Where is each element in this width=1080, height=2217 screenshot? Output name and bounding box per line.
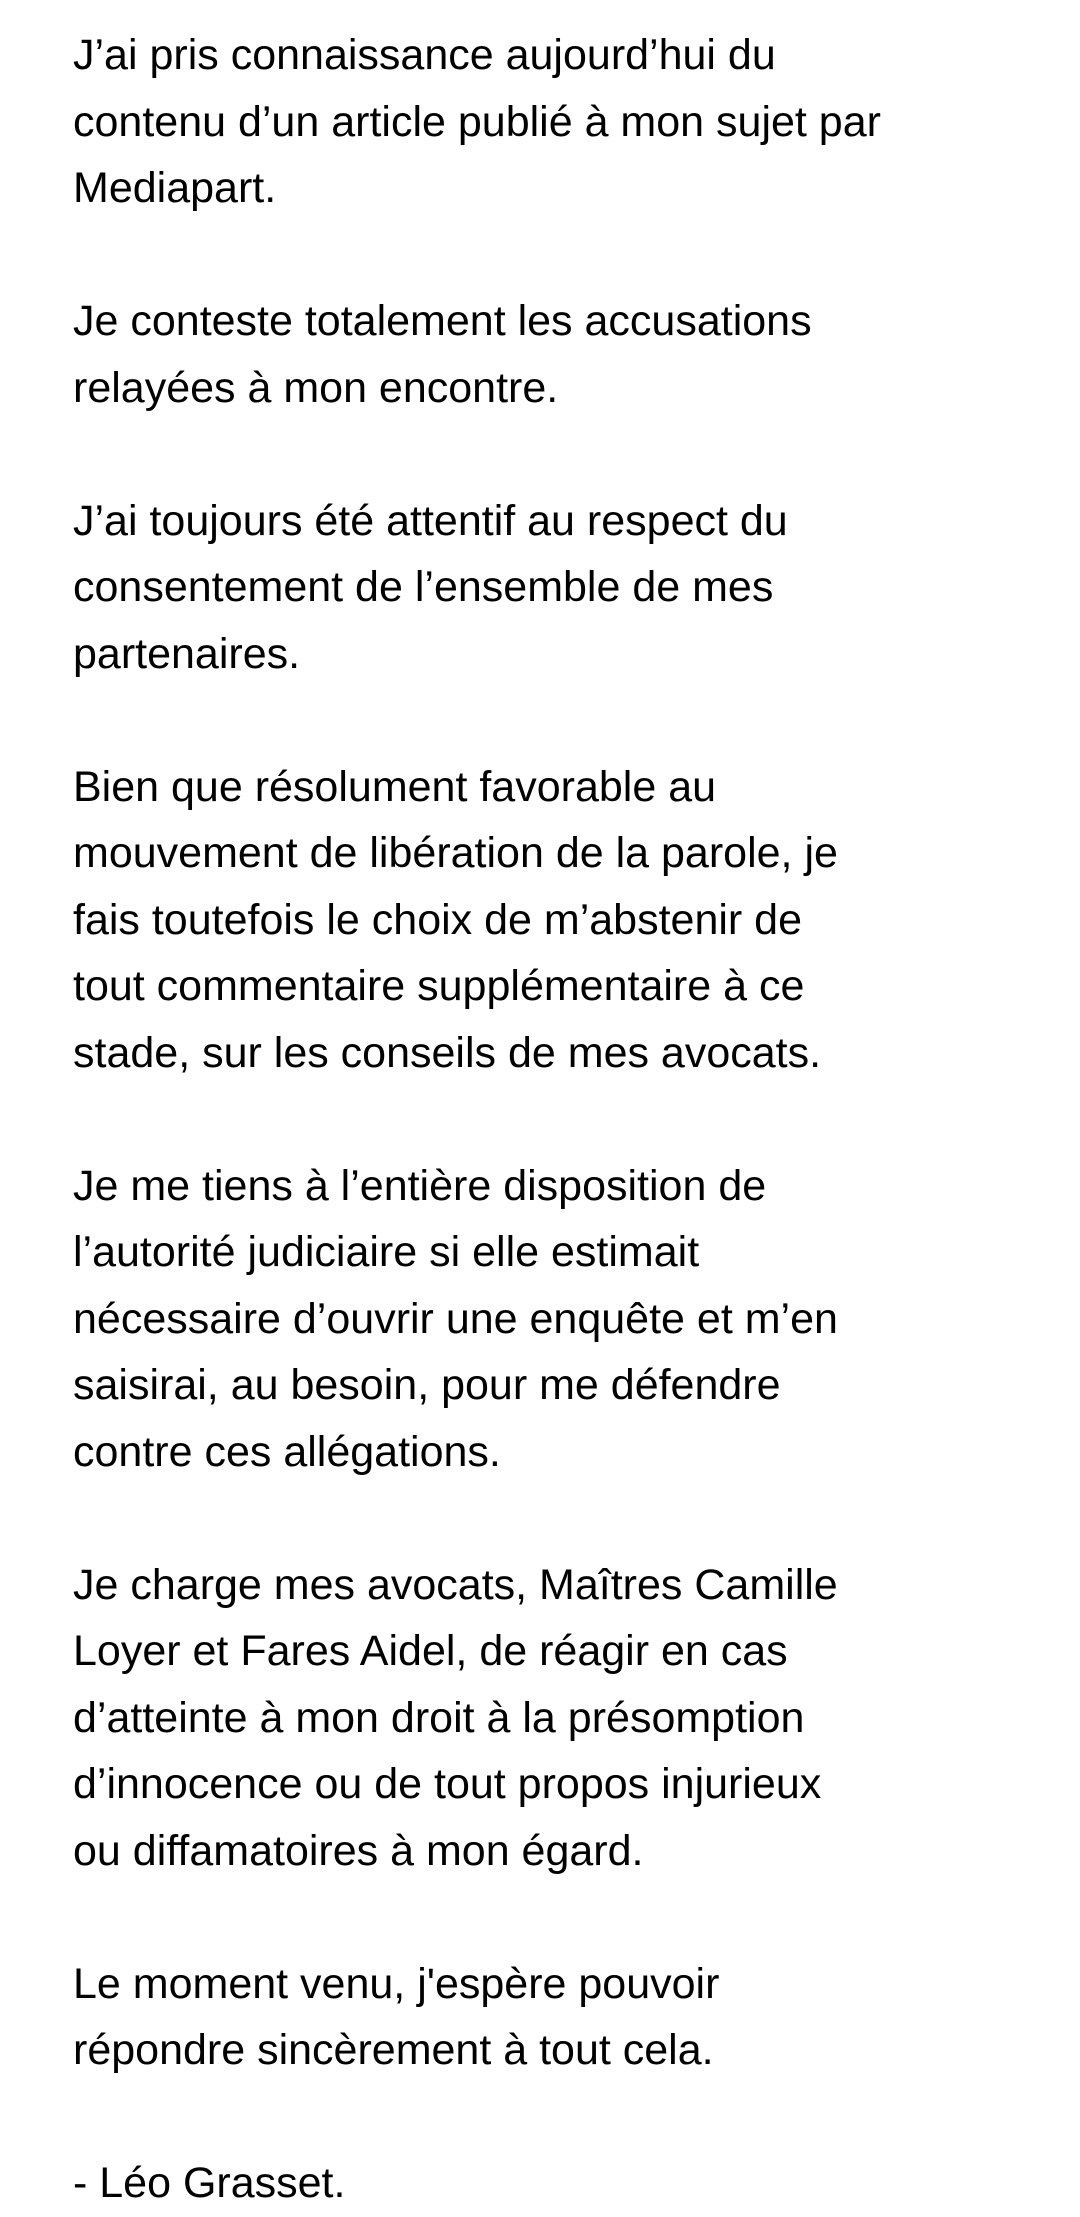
text-line: Je charge mes avocats, Maîtres Camille	[73, 1560, 838, 1609]
text-line: contenu d’un article publié à mon sujet par	[73, 97, 881, 146]
text-line: Bien que résolument favorable au	[73, 762, 717, 811]
text-line: mouvement de libération de la parole, je	[73, 829, 838, 877]
text-line: consentement de l’ensemble de mes	[73, 563, 774, 611]
text-line: l’autorité judiciaire si elle estimait	[73, 1228, 700, 1276]
text-line: fais toutefois le choix de m’abstenir de	[73, 895, 803, 944]
paragraph-lawyers	[73, 1552, 1063, 1885]
signature-line: - Léo Grasset.	[73, 2159, 346, 2207]
paragraph-consent	[73, 488, 1063, 688]
text-line: Loyer et Fares Aidel, de réagir en cas	[73, 1627, 788, 1675]
paragraph-no-comment	[73, 754, 1063, 1087]
statement-text	[73, 22, 1063, 2217]
text-line: tout commentaire supplémentaire à ce	[73, 962, 805, 1010]
text-line: répondre sincèrement à tout cela.	[73, 2026, 714, 2074]
paragraph-contest-accusations	[73, 288, 1063, 421]
text-line: Je me tiens à l’entière disposition de	[73, 1161, 767, 1210]
text-line: Mediapart.	[73, 164, 277, 212]
text-line: d’atteinte à mon droit à la présomption	[73, 1693, 805, 1742]
text-line: ou diffamatoires à mon égard.	[73, 1826, 644, 1875]
text-line: contre ces allégations.	[73, 1427, 501, 1476]
text-line: saisirai, au besoin, pour me défendre	[73, 1361, 781, 1409]
text-line: stade, sur les conseils de mes avocats.	[73, 1028, 822, 1077]
text-line: Le moment venu, j'espère pouvoir	[73, 1959, 720, 2008]
text-line: nécessaire d’ouvrir une enquête et m’en	[73, 1294, 838, 1343]
signature	[73, 2150, 1063, 2217]
text-line: Je conteste totalement les accusations	[73, 297, 812, 345]
paragraph-article-notice	[73, 22, 1063, 222]
text-line: J’ai pris connaissance aujourd’hui du	[73, 31, 776, 79]
paragraph-closing	[73, 1951, 1063, 2084]
text-line: relayées à mon encontre.	[73, 363, 559, 412]
text-line: d’innocence ou de tout propos injurieux	[73, 1760, 822, 1808]
text-line: J’ai toujours été attentif au respect du	[73, 496, 788, 545]
paragraph-judicial-disposition	[73, 1153, 1063, 1486]
text-line: partenaires.	[73, 629, 301, 678]
